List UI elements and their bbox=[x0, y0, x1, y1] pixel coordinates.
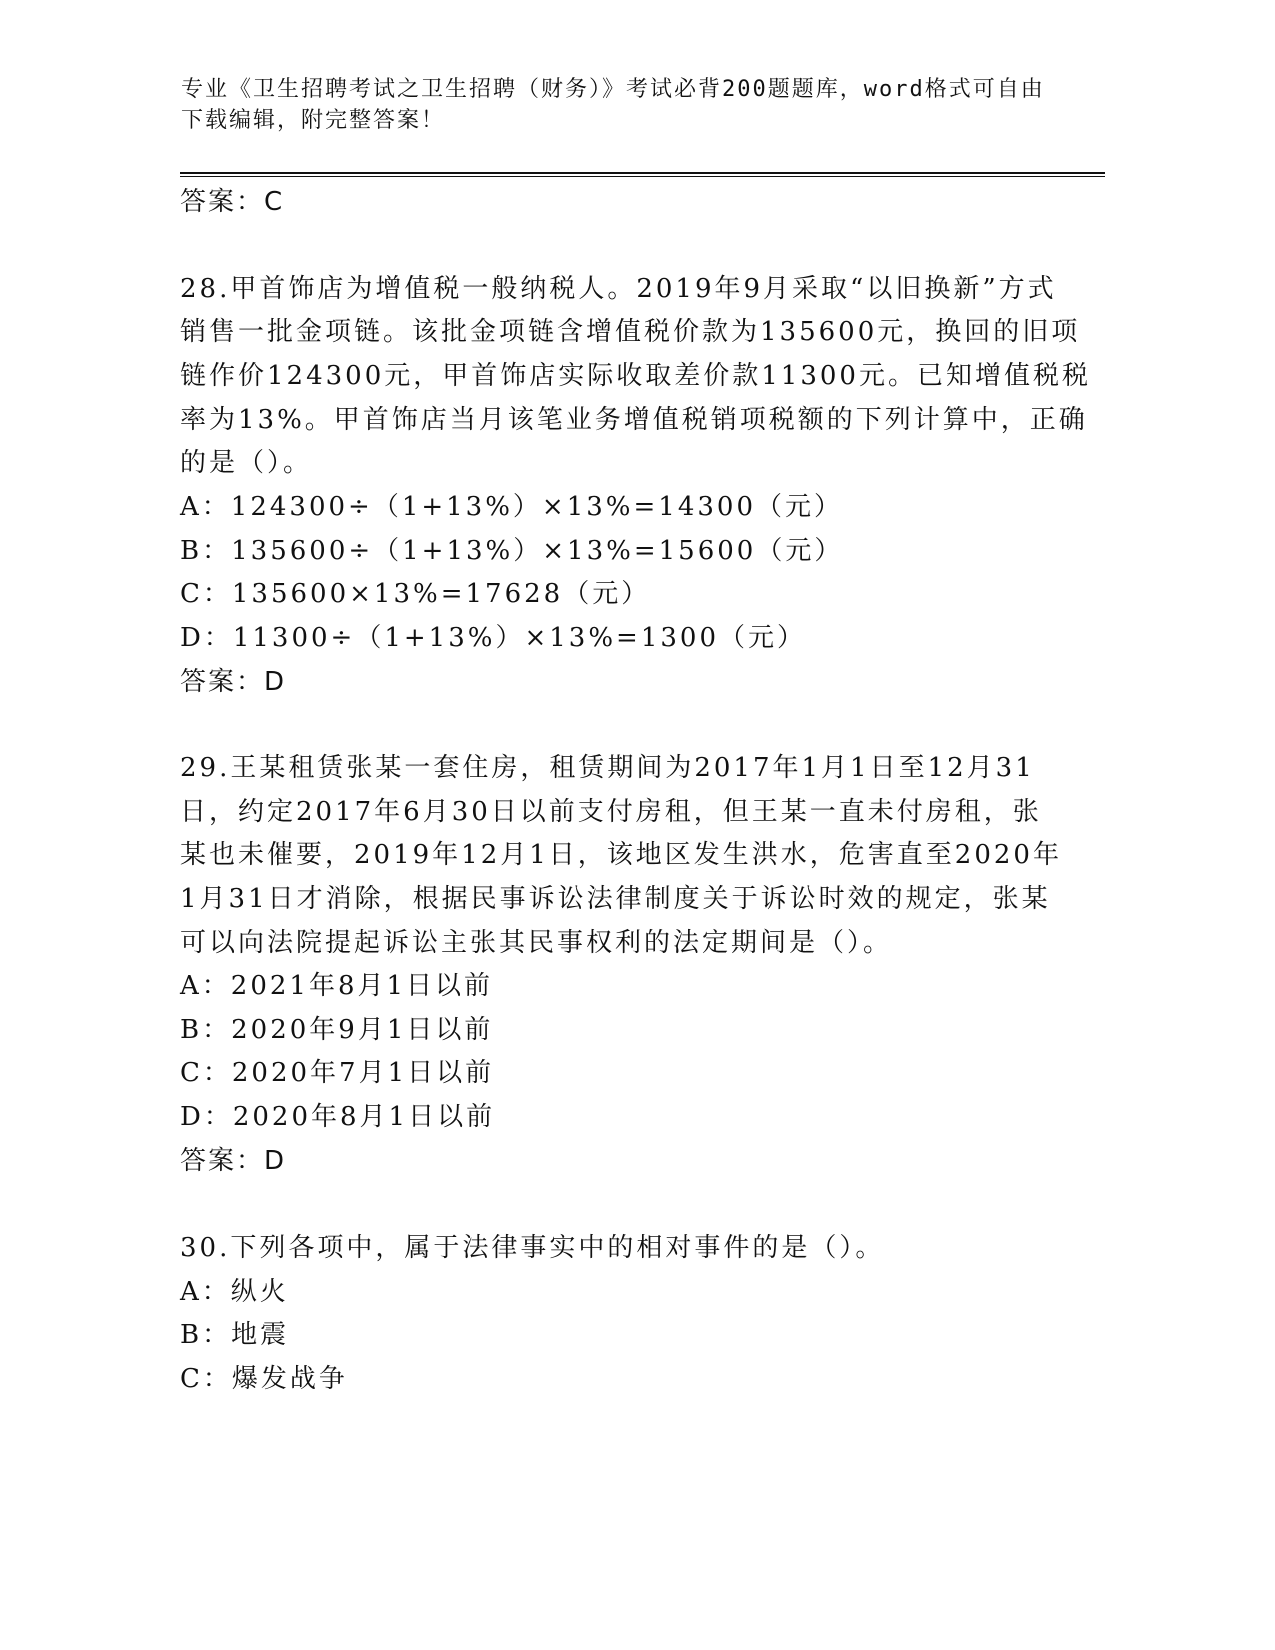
q29-text-line-3: 某也未催要，2019年12月1日，该地区发生洪水，危害直至2020年 bbox=[180, 840, 1062, 870]
q30-option-c: C：爆发战争 bbox=[180, 1364, 348, 1394]
q29-text-line-1: 29.王某租赁张某一套住房，租赁期间为2017年1月1日至12月31 bbox=[180, 753, 1035, 783]
q29-answer: 答案：D bbox=[180, 1146, 287, 1176]
header-divider-thick bbox=[180, 172, 1105, 174]
q28-option-d: D：11300÷（1+13%）×13%=1300（元） bbox=[180, 623, 806, 653]
q30-option-b: B：地震 bbox=[180, 1320, 290, 1350]
q28-text-line-3: 链作价124300元，甲首饰店实际收取差价款11300元。已知增值税税 bbox=[180, 361, 1091, 391]
q29-text-line-4: 1月31日才消除，根据民事诉讼法律制度关于诉讼时效的规定，张某 bbox=[180, 884, 1051, 914]
q28-option-b: B：135600÷（1+13%）×13%=15600（元） bbox=[180, 536, 844, 566]
q28-answer: 答案：D bbox=[180, 667, 287, 697]
document-header: 专业《卫生招聘考试之卫生招聘（财务）》考试必背200题题库，word格式可自由下载编辑，附完整答案！ bbox=[181, 77, 1045, 133]
q30-option-a: A：纵火 bbox=[180, 1277, 289, 1307]
q29-option-a: A：2021年8月1日以前 bbox=[180, 971, 494, 1001]
q28-text-line-1: 28.甲首饰店为增值税一般纳税人。2019年9月采取“以旧换新”方式 bbox=[180, 274, 1057, 304]
header-divider-thin bbox=[180, 176, 1105, 177]
q28-option-a: A：124300÷（1+13%）×13%=14300（元） bbox=[180, 492, 843, 522]
previous-answer: 答案：C bbox=[180, 187, 285, 217]
q29-option-b: B：2020年9月1日以前 bbox=[180, 1015, 494, 1045]
q29-option-d: D：2020年8月1日以前 bbox=[180, 1102, 496, 1132]
q29-text-line-2: 日，约定2017年6月30日以前支付房租，但王某一直未付房租，张 bbox=[180, 797, 1042, 827]
q29-text-line-5: 可以向法院提起诉讼主张其民事权利的法定期间是（）。 bbox=[180, 928, 893, 958]
q28-text-line-5: 的是（）。 bbox=[180, 448, 313, 478]
q28-text-line-4: 率为13%。甲首饰店当月该笔业务增值税销项税额的下列计算中，正确 bbox=[180, 405, 1088, 435]
q28-option-c: C：135600×13%=17628（元） bbox=[180, 579, 651, 609]
q30-text-line-1: 30.下列各项中，属于法律事实中的相对事件的是（）。 bbox=[180, 1233, 885, 1263]
q29-option-c: C：2020年7月1日以前 bbox=[180, 1058, 495, 1088]
q28-text-line-2: 销售一批金项链。该批金项链含增值税价款为135600元，换回的旧项 bbox=[180, 317, 1081, 347]
